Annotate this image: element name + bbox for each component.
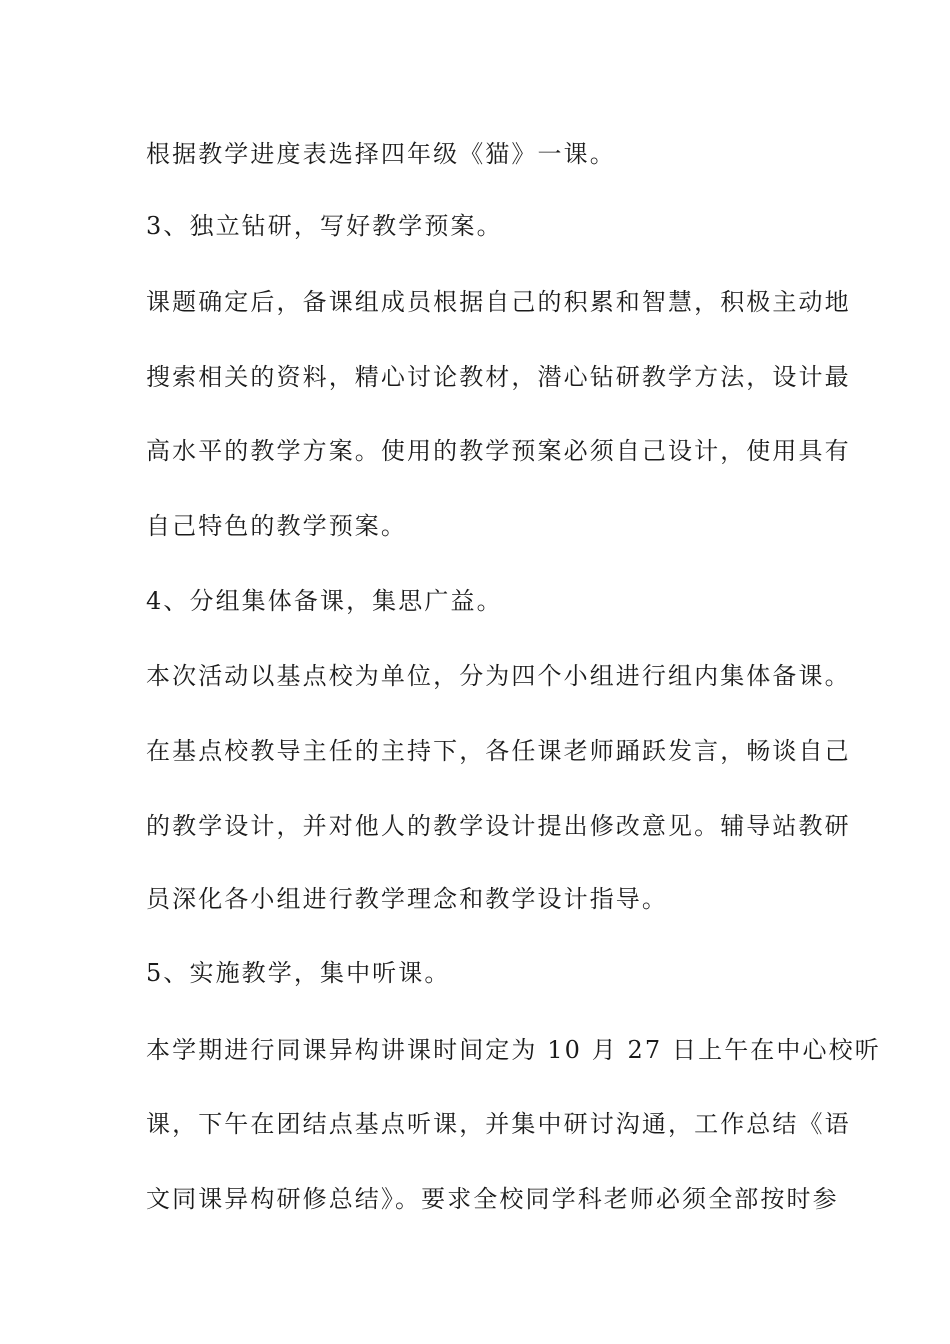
section-heading-3: 3、独立钻研，写好教学预案。 [146, 212, 503, 240]
section-heading-5: 5、实施教学，集中听课。 [146, 959, 451, 987]
text-line: 在基点校教导主任的主持下，各任课老师踊跃发言，畅谈自己 [146, 737, 851, 765]
text-line: 根据教学进度表选择四年级《猫》一课。 [146, 140, 616, 168]
text-line: 的教学设计，并对他人的教学设计提出修改意见。辅导站教研 [146, 812, 851, 840]
text-line: 课，下午在团结点基点听课，并集中研讨沟通，工作总结《语 [146, 1110, 851, 1138]
text-line: 搜索相关的资料，精心讨论教材，潜心钻研教学方法，设计最 [146, 363, 851, 391]
text-line: 员深化各小组进行教学理念和教学设计指导。 [146, 885, 668, 913]
text-line: 本次活动以基点校为单位，分为四个小组进行组内集体备课。 [146, 662, 851, 690]
text-line: 自己特色的教学预案。 [146, 512, 407, 540]
text-line: 文同课异构研修总结》。要求全校同学科老师必须全部按时参 [146, 1185, 839, 1213]
section-heading-4: 4、分组集体备课，集思广益。 [146, 587, 503, 615]
text-line: 高水平的教学方案。使用的教学预案必须自己设计，使用具有 [146, 437, 851, 465]
text-line: 课题确定后，备课组成员根据自己的积累和智慧，积极主动地 [146, 288, 851, 316]
text-line: 本学期进行同课异构讲课时间定为 10 月 27 日上午在中心校听 [146, 1036, 881, 1064]
